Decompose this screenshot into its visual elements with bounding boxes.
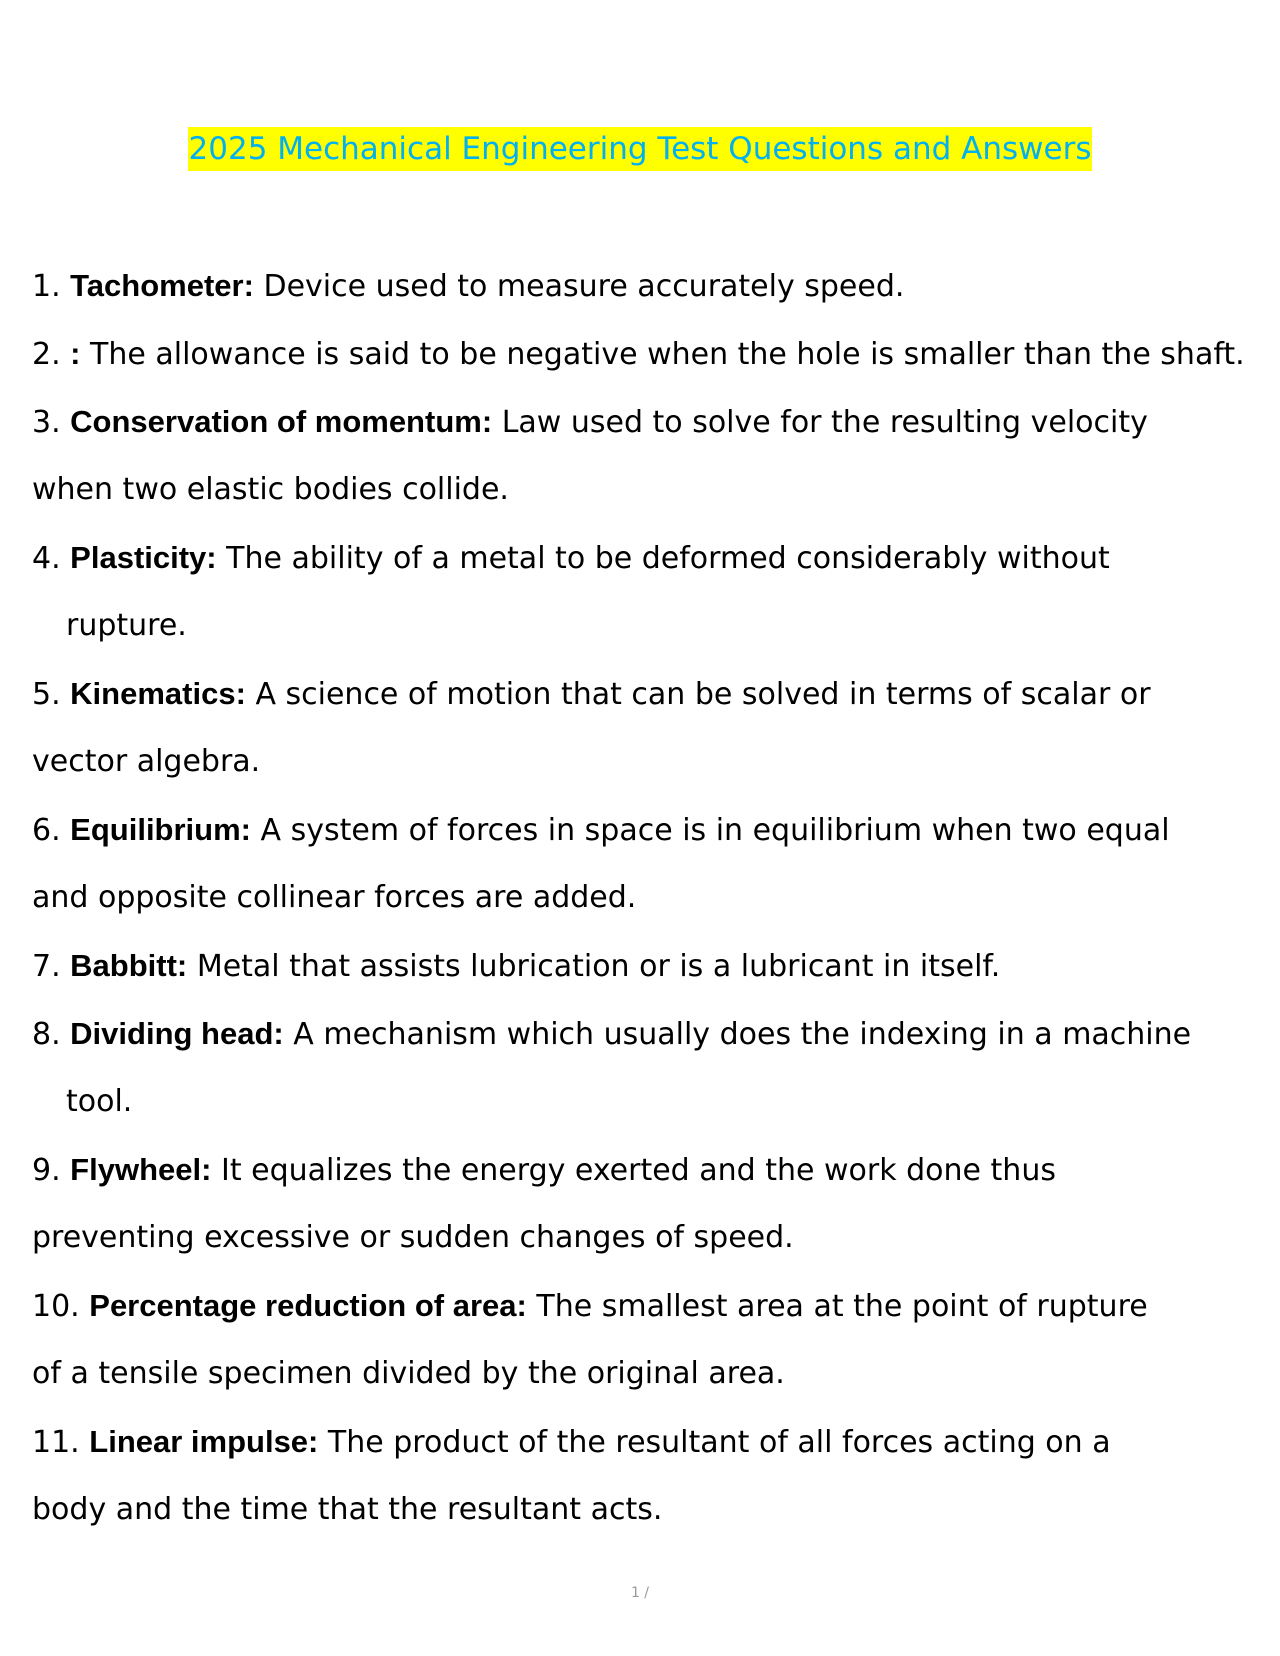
- qa-term: Kinematics:: [70, 676, 246, 711]
- qa-definition: A system of forces in space is in equilibrium when two equal: [260, 813, 1170, 848]
- qa-item: [32, 252, 1278, 320]
- qa-line-first: [32, 796, 1278, 864]
- qa-item: [32, 1408, 1278, 1544]
- qa-line-first: [32, 1136, 1278, 1204]
- qa-item: [32, 660, 1278, 796]
- qa-line-continuation: [32, 1068, 1278, 1136]
- qa-term: Conservation of momentum:: [70, 404, 493, 439]
- qa-line-first: [32, 524, 1278, 592]
- qa-number: 1.: [32, 269, 61, 304]
- qa-item: [32, 932, 1278, 1000]
- qa-definition: Law used to solve for the resulting velocity: [501, 405, 1148, 440]
- qa-line-continuation: [32, 1340, 1278, 1408]
- qa-term: Percentage reduction of area:: [89, 1288, 527, 1323]
- qa-term: Tachometer:: [70, 268, 254, 303]
- qa-definition: A science of motion that can be solved in terms of scalar or: [255, 677, 1151, 712]
- qa-definition: The allowance is said to be negative when the hole is smaller than the shaft.: [90, 337, 1245, 372]
- qa-number: 2.: [32, 337, 61, 372]
- qa-line-first: [32, 320, 1278, 388]
- qa-item: [32, 1272, 1278, 1408]
- qa-definition: and opposite collinear forces are added.: [32, 880, 637, 915]
- qa-item: [32, 320, 1278, 388]
- qa-definition: The product of the resultant of all forces acting on a: [327, 1425, 1111, 1460]
- qa-line-first: [32, 1408, 1278, 1476]
- qa-term: Linear impulse:: [89, 1424, 319, 1459]
- page-title: 2025 Mechanical Engineering Test Questions and Answers: [188, 127, 1093, 171]
- qa-line-first: [32, 1272, 1278, 1340]
- qa-number: 8.: [32, 1017, 61, 1052]
- qa-term: Equilibrium:: [70, 812, 251, 847]
- qa-definition: The smallest area at the point of rupture: [536, 1289, 1148, 1324]
- qa-line-continuation: [32, 728, 1278, 796]
- qa-term: Babbitt:: [70, 948, 188, 983]
- qa-list: [32, 252, 1278, 1544]
- qa-definition: tool.: [66, 1084, 133, 1119]
- qa-line-continuation: [32, 864, 1278, 932]
- qa-line-first: [32, 932, 1278, 1000]
- qa-number: 11.: [32, 1425, 80, 1460]
- qa-definition: Device used to measure accurately speed.: [263, 269, 905, 304]
- qa-definition: of a tensile specimen divided by the original area.: [32, 1356, 785, 1391]
- qa-definition: It equalizes the energy exerted and the work done thus: [220, 1153, 1056, 1188]
- qa-number: 6.: [32, 813, 61, 848]
- qa-number: 4.: [32, 541, 61, 576]
- page-title-container: [0, 127, 1280, 171]
- qa-line-first: [32, 1000, 1278, 1068]
- qa-definition: vector algebra.: [32, 744, 261, 779]
- qa-term: Dividing head:: [70, 1016, 284, 1051]
- qa-item: [32, 1000, 1278, 1136]
- qa-item: [32, 388, 1278, 524]
- qa-number: 7.: [32, 949, 61, 984]
- qa-item: [32, 796, 1278, 932]
- qa-number: 5.: [32, 677, 61, 712]
- qa-number: 9.: [32, 1153, 61, 1188]
- qa-number: 3.: [32, 405, 61, 440]
- qa-term: :: [70, 336, 81, 371]
- qa-definition: A mechanism which usually does the indexing in a machine: [293, 1017, 1192, 1052]
- qa-item: [32, 524, 1278, 660]
- qa-item: [32, 1136, 1278, 1272]
- qa-line-first: [32, 660, 1278, 728]
- qa-term: Flywheel:: [70, 1152, 212, 1187]
- qa-term: Plasticity:: [70, 540, 217, 575]
- qa-definition: The ability of a metal to be deformed considerably without: [226, 541, 1110, 576]
- qa-definition: body and the time that the resultant acts.: [32, 1492, 663, 1527]
- qa-line-continuation: [32, 1476, 1278, 1544]
- qa-number: 10.: [32, 1289, 80, 1324]
- qa-line-first: [32, 252, 1278, 320]
- qa-definition: Metal that assists lubrication or is a lubricant in itself.: [196, 949, 1001, 984]
- qa-line-first: [32, 388, 1278, 456]
- qa-definition: when two elastic bodies collide.: [32, 472, 509, 507]
- page-number: 1 /: [630, 1585, 650, 1601]
- qa-line-continuation: [32, 592, 1278, 660]
- qa-line-continuation: [32, 1204, 1278, 1272]
- qa-definition: preventing excessive or sudden changes of speed.: [32, 1220, 794, 1255]
- qa-line-continuation: [32, 456, 1278, 524]
- qa-definition: rupture.: [66, 608, 187, 643]
